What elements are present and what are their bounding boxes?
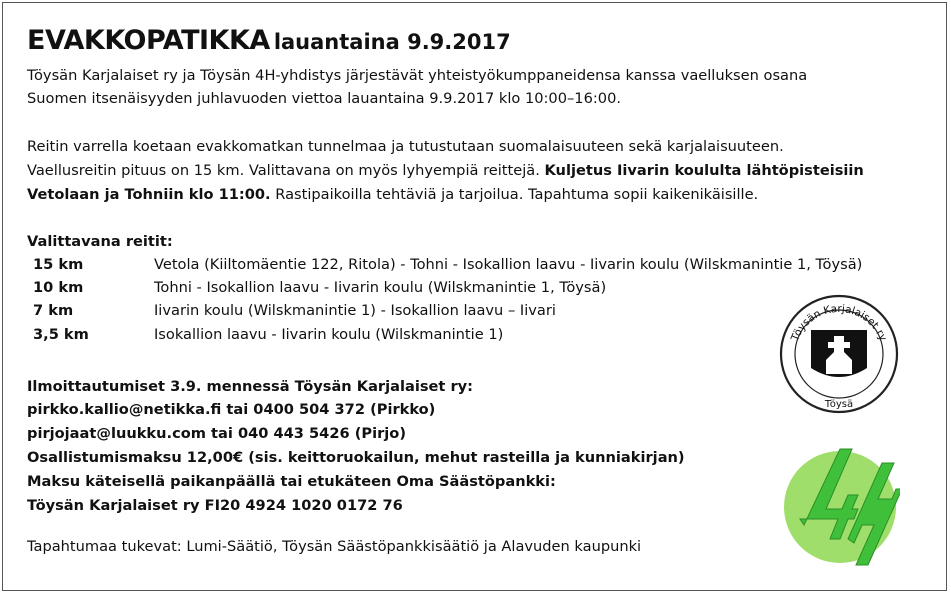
route-length: 7 km: [33, 302, 74, 319]
seal-arc-text: Töysän Karjalaiset ry: [789, 302, 889, 343]
registration-email-pirjo: pirjojaat@luukku.com tai 040 443 5426 (Pirjo): [27, 425, 406, 442]
registration-line: Ilmoittautumiset 3.9. mennessä Töysän Karjalaiset ry:: [27, 378, 474, 395]
karjalaiset-seal-logo: [777, 286, 901, 418]
details-line-2: [27, 159, 864, 182]
details-line-3-plain: Rastipaikoilla tehtäviä ja tarjoilua. Tapahtuma sopii kaikenikäisille.: [270, 186, 759, 203]
route-length: 15 km: [33, 256, 84, 273]
routes-heading: Valittavana reitit:: [27, 233, 173, 250]
route-length: 10 km: [33, 279, 84, 296]
details-line-2-plain: Vaellusreitin pituus on 15 km. Valittavana on myös lyhyempiä reittejä.: [27, 162, 545, 179]
details-line-2-bold: Kuljetus Iivarin koululta lähtöpisteisiin: [544, 162, 864, 179]
participation-fee: Osallistumismaksu 12,00€ (sis. keittoruokailun, mehut rasteilla ja kunniakirjan): [27, 449, 685, 466]
seal-bottom-text: Töysä: [824, 399, 854, 410]
event-poster: [2, 2, 947, 591]
4h-logo: [782, 439, 900, 571]
details-line-1: Reitin varrella koetaan evakkomatkan tunnelmaa ja tutustutaan suomalaisuuteen sekä karjalaisuuteen.: [27, 138, 784, 155]
poster-title: [27, 25, 511, 56]
registration-email-pirkko: pirkko.kallio@netikka.fi tai 0400 504 372 (Pirkko): [27, 401, 436, 418]
intro-line-1: Töysän Karjalaiset ry ja Töysän 4H-yhdistys järjestävät yhteistyökumppaneidensa kanssa vaelluksen osana: [27, 67, 808, 84]
intro-line-2: Suomen itsenäisyyden juhlavuoden viettoa lauantaina 9.9.2017 klo 10:00–16:00.: [27, 90, 621, 107]
details-line-3-bold: Vetolaan ja Tohniin klo 11:00.: [27, 186, 271, 203]
route-description: Vetola (Kiiltomäentie 122, Ritola) - Tohni - Isokallion laavu - Iivarin koulu (Wilskmanintie 1, Töysä): [154, 256, 863, 273]
route-length: 3,5 km: [33, 326, 89, 343]
details-line-3: [27, 183, 758, 206]
sponsors-line: Tapahtumaa tukevat: Lumi-Säätiö, Töysän Säästöpankkisäätiö ja Alavuden kaupunki: [27, 538, 642, 555]
route-description: Tohni - Isokallion laavu - Iivarin koulu (Wilskmanintie 1, Töysä): [154, 279, 607, 296]
bank-account: Töysän Karjalaiset ry FI20 4924 1020 0172 76: [27, 497, 403, 514]
title-date: lauantaina 9.9.2017: [273, 30, 511, 54]
route-description: Iivarin koulu (Wilskmanintie 1) - Isokallion laavu – Iivari: [154, 302, 556, 319]
title-main: EVAKKOPATIKKA: [27, 25, 270, 56]
payment-info: Maksu käteisellä paikanpäällä tai etukäteen Oma Säästöpankki:: [27, 473, 556, 490]
route-description: Isokallion laavu - Iivarin koulu (Wilskmanintie 1): [154, 326, 504, 343]
